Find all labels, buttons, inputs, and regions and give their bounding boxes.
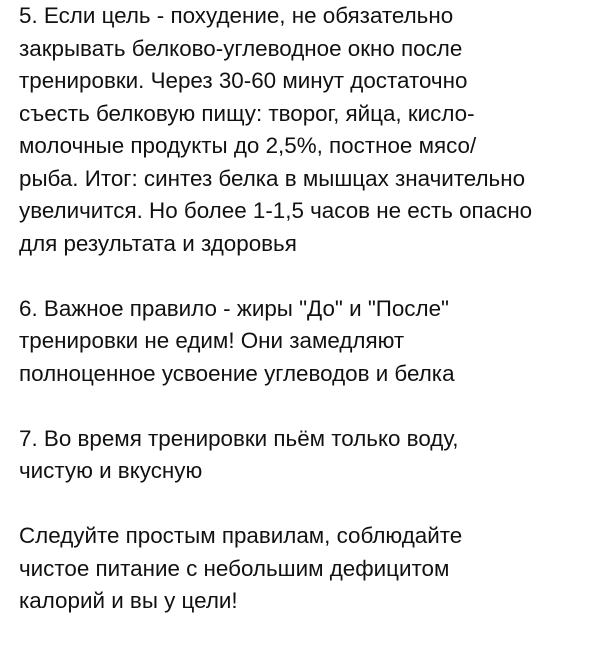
text-line: увеличится. Но более 1-1,5 часов не есть опасно [19, 198, 533, 223]
text-line: чистую и вкусную [19, 458, 203, 483]
paragraph-rule-7 [19, 423, 594, 488]
text-line: полноценное усвоение углеводов и белка [19, 360, 455, 386]
text-line: чистое питание с небольшим дефицитом [19, 555, 450, 581]
text-line: тренировки не едим! Они замедляют [19, 328, 405, 353]
text-line: молочные продукты до 2,5%, постное мясо/ [19, 133, 477, 158]
paragraph-rule-6 [19, 293, 594, 391]
text-line: 6. Важное правило - жиры "До" и "После" [19, 295, 449, 321]
paragraph-conclusion [19, 520, 594, 618]
text-line: 5. Если цель - похудение, не обязательно [19, 3, 454, 28]
text-line: съесть белковую пищу: творог, яйца, кисло- [19, 100, 475, 126]
document-text [19, 0, 594, 650]
text-line: Следуйте простым правилам, соблюдайте [19, 523, 463, 548]
text-line: тренировки. Через 30-60 минут достаточно [19, 68, 468, 93]
text-line: калорий и вы у цели! [19, 588, 238, 613]
text-line: рыба. Итог: синтез белка в мышцах значительно [19, 165, 526, 191]
paragraph-rule-5 [19, 0, 594, 260]
text-line: закрывать белково-углеводное окно после [19, 35, 463, 61]
text-line: для результата и здоровья [19, 230, 297, 256]
text-line: 7. Во время тренировки пьём только воду, [19, 425, 459, 451]
